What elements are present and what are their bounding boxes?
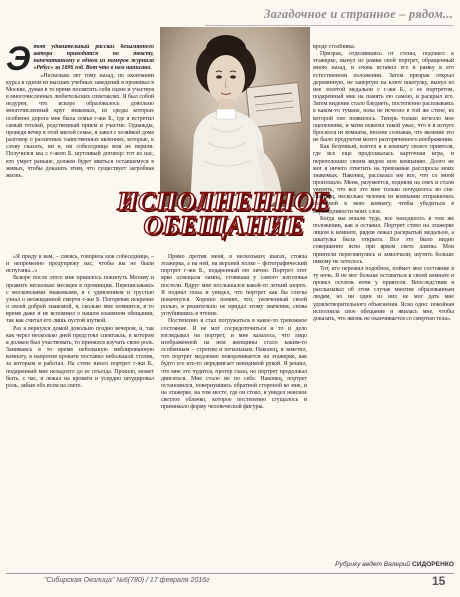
article-column-right <box>313 44 454 552</box>
article-column-middle <box>161 254 307 552</box>
paragraph: «Несколько лет тому назад, по окончании курса в одном из высших учебных заведений я проживал в Москве, думая в то время посвятить себя сцене и участвуя в многочисленных любительских спектаклях. Я был собой недурен, что вскоре образовалось довольно многочисленный круг знакомых, из среды которых особенно дорога мне была семья г-жи Б., где я встретил самый теплый, родственный прием и участие. Однажды, проведя вечер в этой милой семье, я завел с хозяйкой дома разговор о различных таинственных явлениях, которые, к слову сказать, ни я, ни собеседница моя не верили. Получился мы с г-жою Б. шутливый договор: тот из нас, кто умрет раньше, должен будет явиться оставшемуся в живых, чтобы доказать этим, что существует загробная жизнь. <box>6 72 154 179</box>
article-intro <box>6 44 154 78</box>
page-number: 15 <box>432 574 446 588</box>
article-column-left-bottom <box>6 254 154 552</box>
paragraph: Постепенно я стал погружаться в какое-то тревожное состояние. Я не мог сосредоточиться и то и дело взглядывал на портрет, и мне казалось, что лицо изображенной на нем женщины стало каким-то особенным – строгим и печальным. Наконец, я заметил, что портрет медленно поворачивается на этажерке, как будто его кто-то передвигает невидимой рукой. Я решил, что мне это чудится, протер глаза, но портрет продолжал двигаться. Мне стало не по себе. Наконец, портрет остановился, повернувшись обратной стороной ко мне, и на этажерке, на том месте, где он стоял, я увидел неясное светлое облачко, которое постепенно сгущалось и принимало форму человеческой фигуры. <box>161 318 307 411</box>
headline-line-2: ОБЕЩАНИЕ <box>143 211 305 240</box>
drop-cap: Э <box>6 44 31 78</box>
rubric-divider <box>205 25 453 26</box>
article-photo <box>160 27 310 207</box>
publication-info: "Сибирская Околица" №6(780) / 17 февраля 2016г <box>44 577 210 584</box>
signature-prefix: Рубрику ведет Валерий <box>335 561 411 568</box>
paragraph: Прямо против меня, в нескольких шагах, стояла этажерка, а на ней, на верхней полке – фотографический портрет г-жи Б., подаренный ею лично. Портрет этот ярко освещала лампа, стоявшая у самого изголовья постели. Вдруг мне послышался какой-то легкий шорох. Я поднял глаза и увидел, что портрет как бы слегка покачнулся. Хорошо помню, что, увлеченный своей ролью, я решительно не придал этому значения, снова углубившись в чтение. <box>161 254 307 318</box>
paragraph: «Я приду к вам, – смеясь, говорила моя собеседница, – и непременно предупрежу вас, чтобы вы не были испуганы...» <box>6 254 154 275</box>
rubric-author-signature <box>320 561 454 568</box>
rubric-title: Загадочное и странное – рядом... <box>264 7 453 21</box>
intro-text: тот удивительный рассказ безымянного автора приводится по тексту, напечатанному в одном из номеров журнала «Ребус» за 1896 год. Вот что в нем написано. <box>33 44 154 72</box>
headline-line-1: ИСПОЛНЕННОЕ <box>117 187 331 216</box>
paragraph: Призрак, отделившись от стены, подошел к этажерке, вынул из рамки свой портрет, обращенный мною назад, и снова вставил его в рамку в его естественном положении. Затем призрак открыл деревянную, не запертую на ключ шкатулку, вынул из нее золотой медальон с г-жи Б., с ее портретом, подаренный мне на память ею самою, и раскрыл его. Затем видение стало бледнеть, постепенно расплываясь в каком-то тумане, пока не исчезло в той же стене, из которой оно появилось. Теперь только исчезло мое оцепенение, и меня охватил такой ужас, что я в испуге бросился из комнаты, вполне сознавая, что явление это не было продуктом моего разгоряченного воображения. <box>313 51 454 144</box>
paragraph: Раз я вернулся домой довольно поздно вечером, и, так как через несколько дней предстоял спектакль, в котором я должен был участвовать, то принялся изучать свою роль. Занимаясь в то время небольшую меблированную комнату, я напротив кровати поставил небольшой столик, за которым я работал. На стене висел портрет г-жи Б., подаренный мне незадолго до ее отъезда. Прошло, может быть, с час, я лежал на кровати и усердно штудировал роль, забыв обо всем на свете. <box>6 325 154 389</box>
paragraph: Как безумный, влетел я в комнату своего приятеля, где все еще продолжалась карточная игра, и переполошил своим видом всю компанию. Долго не мог я ничего ответить на тревожные расспросы моих знакомых. Наконец, рассказал им все, что со мной произошло. Меня, разумеется, подняли на смех и стали уверять, что все это мне только почудилось во сне. Наконец, несколько человек из компании отправились со мной в мою комнату, чтобы убедиться в справедливости моих слов. <box>313 144 454 215</box>
paragraph: вроде столбняка. <box>313 44 356 50</box>
paragraph: Вскоре после этого мне пришлось покинуть Москву и прожить несколько месяцев в провинции. Переписываясь с московскими знакомыми, я с удивлением и грустью узнал о неожиданной смерти г-жи Б. Погоревав искренне о своей доброй знакомой, я, сколько мне помнится, в то время даже и не вспомнил о нашем взаимном обещании, так как считал его лишь пустой шуткой. <box>6 275 154 325</box>
signature-name: СИДОРЕНКО <box>411 561 454 568</box>
woman-portrait-image <box>160 27 310 207</box>
footer-divider <box>6 573 454 574</box>
paragraph: Тот, кто пережил подобное, поймет мое состояние в ту ночь. Я не мог больше оставаться в своей комнате и провел остаток ночи у приятеля. Впоследствии я рассказывал об этом случае многим образованным людям, но ни один из них не мог дать мне удовлетворительного объяснения. Ясно одно: покойная исполнила свое обещание и явилась мне, чтобы доказать, что жизнь не оканчивается со смертью тела». <box>313 265 454 322</box>
paragraph: Когда мы вошли туда, все находилось в том же положении, как я оставил. Портрет стоял на этажерке лицом к комнате, рядом лежал раскрытый медальон, а шкатулка была открыта. Все это было видно совершенно ясно при ярком свете лампы. Мои приятели переглянулись и замолчали; шутить больше никому не хотелось. <box>313 215 454 265</box>
